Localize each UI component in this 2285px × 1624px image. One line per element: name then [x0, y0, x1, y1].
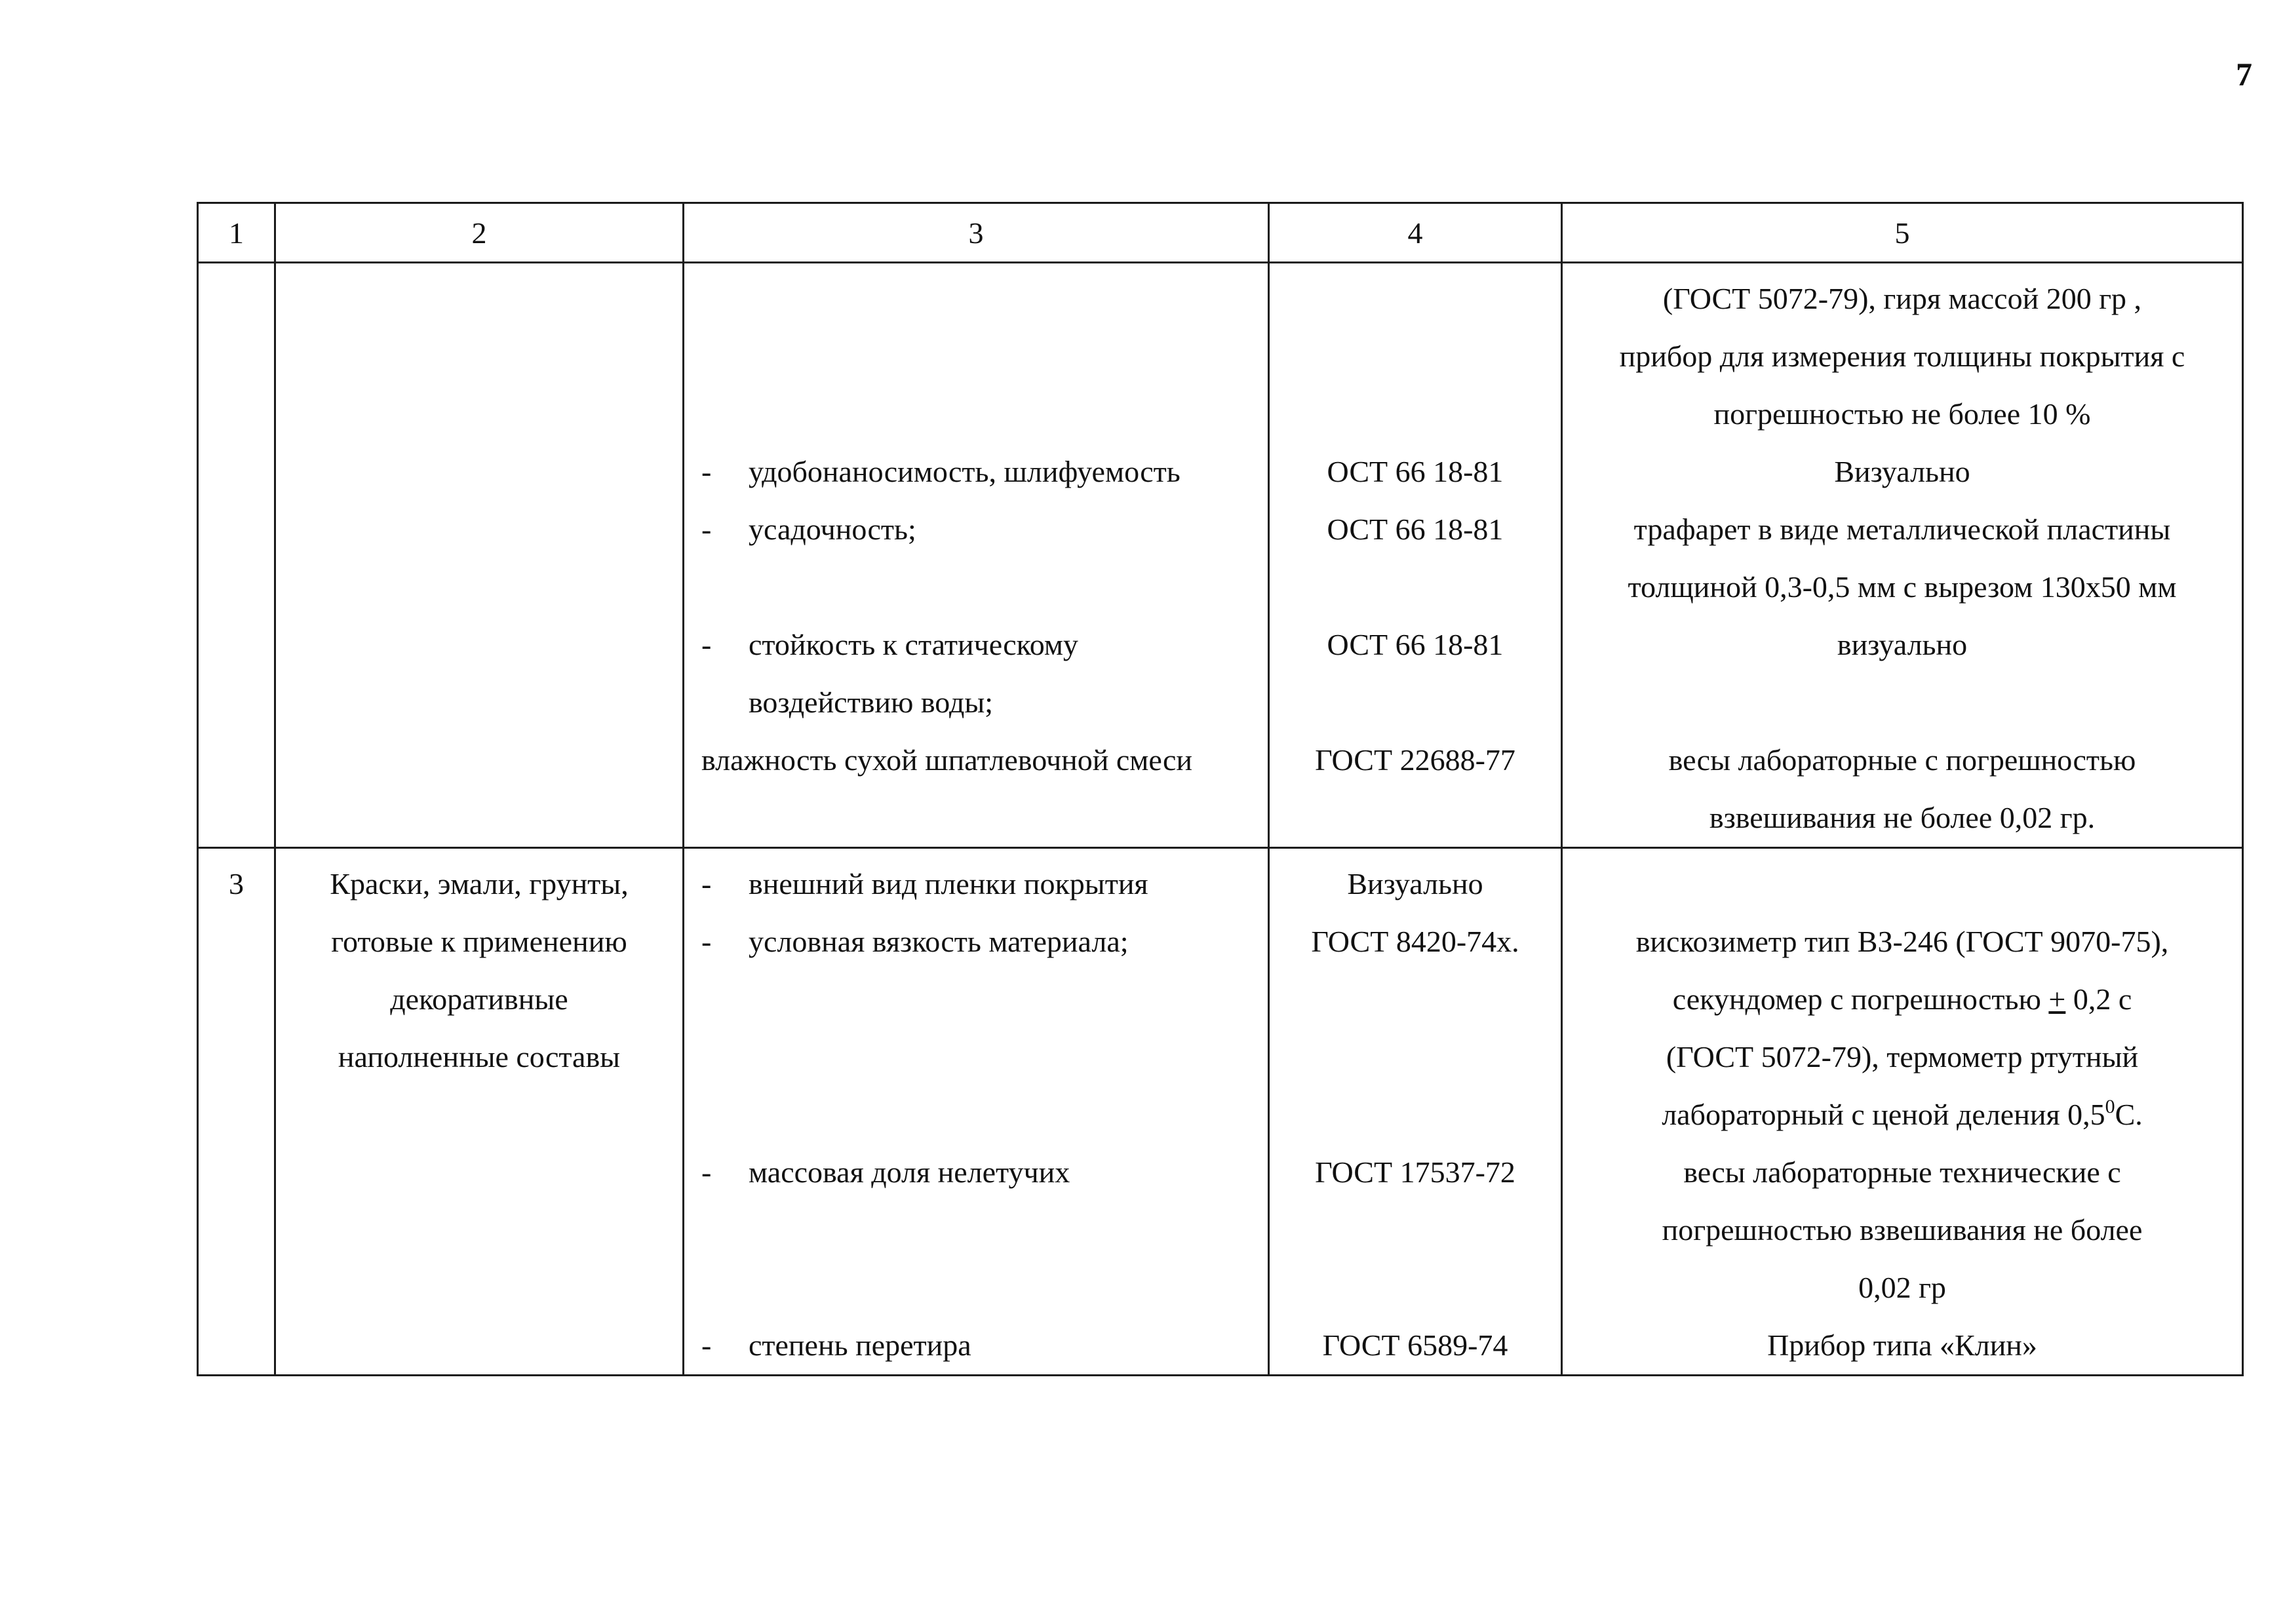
cont-c4-line-7	[1270, 674, 1561, 731]
page-number: 7	[2236, 56, 2252, 92]
row3-col2-cell	[275, 848, 684, 1376]
cont-c4-line-9	[1270, 789, 1561, 847]
row3-c3-line-3	[684, 1028, 1268, 1086]
row3-c5-line-6: погрешностью взвешивания не более	[1662, 1213, 2143, 1247]
cont-c5-line-4: трафарет в виде металлической пластины	[1633, 512, 2171, 546]
row3-c5-line-3: (ГОСТ 5072-79), термометр ртутный	[1666, 1040, 2139, 1073]
cont-c3-line-1	[684, 328, 1268, 385]
row3-c4-line-1: ГОСТ 8420-74х.	[1311, 925, 1519, 958]
bullet-dash: -	[701, 1328, 712, 1362]
cont-c3-line-9	[684, 789, 1268, 847]
row3-c4-line-6	[1270, 1201, 1561, 1259]
cont-col1-text	[199, 270, 274, 328]
row3-col1-cell	[198, 848, 275, 1376]
header-cell-2: 2	[275, 203, 684, 263]
cont-c3-item-3-cont	[684, 674, 1268, 731]
row3-c3-item-4	[684, 1317, 1268, 1374]
row3-c4-line-7	[1270, 1259, 1561, 1317]
header-cell-5: 5	[1562, 203, 2243, 263]
cont-c5-line-3: Визуально	[1834, 455, 1970, 488]
row3-c5-line-0	[1563, 855, 2242, 913]
row3-c2-line-1: готовые к применению	[331, 925, 627, 958]
row3-c4-line-8: ГОСТ 6589-74	[1322, 1328, 1508, 1362]
cont-c3-item-2	[684, 501, 1268, 558]
bullet-dash: -	[701, 867, 712, 900]
row3-c3-item-2	[684, 913, 1268, 971]
row3-c3-line-2	[684, 971, 1268, 1028]
cont-col2-cell	[275, 263, 684, 848]
row3-c5-line-8: Прибор типа «Клин»	[1767, 1328, 2037, 1362]
bullet-dash: -	[701, 512, 712, 546]
cont-c3-line-5	[684, 558, 1268, 616]
row3-c2-line-3: наполненные составы	[338, 1040, 621, 1073]
cont-col4-cell	[1269, 263, 1562, 848]
cont-c5-line-7	[1563, 674, 2242, 731]
row3-c3-line-7	[684, 1259, 1268, 1317]
table-row-continuation	[198, 263, 2243, 848]
row3-c3-line-4	[684, 1086, 1268, 1144]
row3-c5-line-2-post: 0,2 с	[2065, 982, 2132, 1016]
row3-c3-line-1: условная вязкость материала;	[749, 925, 1129, 958]
row3-col5-cell	[1562, 848, 2243, 1376]
row3-c3-line-5: массовая доля нелетучих	[749, 1155, 1070, 1189]
bullet-dash: -	[701, 925, 712, 958]
cont-c3-line-6: стойкость к статическому	[749, 628, 1078, 661]
degree-superscript: 0	[2105, 1096, 2115, 1117]
table-row-3	[198, 848, 2243, 1376]
row3-c5-line-4-post: С.	[2115, 1098, 2143, 1131]
row3-number: 3	[229, 867, 244, 900]
cont-c3-line-2	[684, 385, 1268, 443]
cont-c5-line-9: взвешивания не более 0,02 гр.	[1709, 801, 2096, 834]
cont-c3-item-3	[684, 616, 1268, 674]
row3-c3-line-8: степень перетира	[749, 1328, 971, 1362]
row3-c3-item-3	[684, 1144, 1268, 1201]
row3-c3-line-6	[684, 1201, 1268, 1259]
cont-c4-line-2	[1270, 385, 1561, 443]
row3-c5-line-2-pre: секундомер с погрешностью	[1672, 982, 2049, 1016]
cont-col1-cell	[198, 263, 275, 848]
bullet-dash: -	[701, 1155, 712, 1189]
cont-c3-item-1	[684, 443, 1268, 501]
header-cell-1: 1	[198, 203, 275, 263]
row3-c4-line-0: Визуально	[1347, 867, 1483, 900]
row3-c3-line-0: внешний вид пленки покрытия	[749, 867, 1148, 900]
cont-c4-line-1	[1270, 328, 1561, 385]
cont-c5-line-6: визуально	[1837, 628, 1968, 661]
cont-c5-line-0: (ГОСТ 5072-79), гиря массой 200 гр ,	[1662, 282, 2142, 315]
row3-c5-line-4-pre: лабораторный с ценой деления 0,5	[1662, 1098, 2105, 1131]
row3-c5-line-1: вискозиметр тип ВЗ-246 (ГОСТ 9070-75),	[1635, 925, 2169, 958]
bullet-dash: -	[701, 455, 712, 488]
cont-col5-cell	[1562, 263, 2243, 848]
row3-col3-cell	[684, 848, 1269, 1376]
cont-c4-line-5	[1270, 558, 1561, 616]
row3-col4-cell	[1269, 848, 1562, 1376]
row3-c5-line-5: весы лабораторные технические с	[1683, 1155, 2121, 1189]
cont-col2-text	[276, 270, 682, 328]
header-cell-4: 4	[1269, 203, 1562, 263]
bullet-dash: -	[701, 628, 712, 661]
row3-c4-line-4	[1270, 1086, 1561, 1144]
cont-c3-line-4: усадочность;	[749, 512, 916, 546]
row3-c5-line-7: 0,02 гр	[1858, 1271, 1946, 1304]
header-row	[198, 203, 2243, 263]
row3-c5-line-2	[1563, 971, 2242, 1028]
cont-c3-line-0	[684, 270, 1268, 328]
row3-c2-line-0: Краски, эмали, грунты,	[330, 867, 629, 900]
cont-c4-line-0	[1270, 270, 1561, 328]
cont-c5-line-1: прибор для измерения толщины покрытия с	[1619, 339, 2185, 373]
specification-table	[197, 202, 2244, 1376]
row3-c2-line-2: декоративные	[390, 982, 568, 1016]
row3-c5-line-4	[1563, 1086, 2242, 1144]
cont-c5-line-5: толщиной 0,3-0,5 мм с вырезом 130х50 мм	[1628, 570, 2177, 604]
cont-c3-line-3: удобонаносимость, шлифуемость	[749, 455, 1181, 488]
row3-c4-line-5: ГОСТ 17537-72	[1315, 1155, 1515, 1189]
cont-c5-line-8: весы лабораторные с погрешностью	[1668, 743, 2136, 777]
header-cell-3: 3	[684, 203, 1269, 263]
row3-c4-line-3	[1270, 1028, 1561, 1086]
cont-c3-line-7: воздействию воды;	[749, 686, 994, 719]
cont-c4-line-3: ОСТ 66 18-81	[1327, 455, 1504, 488]
cont-c4-line-4: ОСТ 66 18-81	[1327, 512, 1504, 546]
row3-c4-line-2	[1270, 971, 1561, 1028]
cont-col3-cell	[684, 263, 1269, 848]
cont-c4-line-8: ГОСТ 22688-77	[1315, 743, 1515, 777]
cont-c5-line-2: погрешностью не более 10 %	[1713, 397, 2091, 431]
cont-c4-line-6: ОСТ 66 18-81	[1327, 628, 1504, 661]
row3-c3-item-1	[684, 855, 1268, 913]
plus-minus-symbol: +	[2048, 982, 2066, 1016]
cont-c3-line-8: влажность сухой шпатлевочной смеси	[701, 743, 1193, 777]
